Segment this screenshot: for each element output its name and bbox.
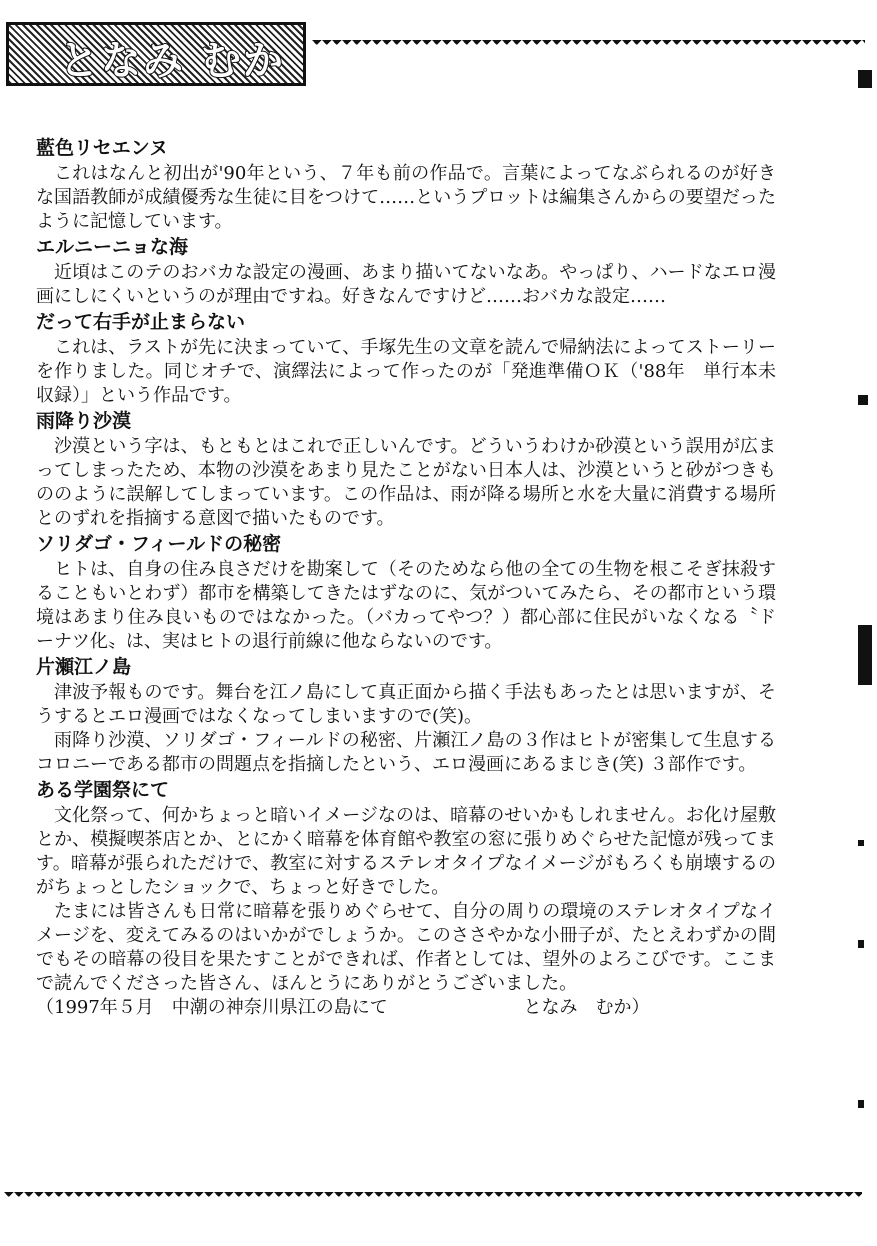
- section-migite: [36, 309, 776, 408]
- section-katase: [36, 654, 776, 777]
- bottom-zigzag-border: [4, 1192, 862, 1202]
- section-paragraph: 近頃はこのテのおバカな設定の漫画、あまり描いてないなあ。やっぱり、ハードなエロ漫画にしにくいというのが理由ですね。好きなんですけど……おバカな設定……: [36, 262, 776, 307]
- edge-ink-mark: [858, 70, 872, 88]
- section-heading: だって右手が止まらない: [36, 311, 246, 333]
- section-paragraph: ヒトは、自身の住み良さだけを勘案して（そのためなら他の全ての生物を根こそぎ抹殺することもいとわず）都市を構築してきたはずなのに、気がついてみたら、その都市という環境はあまり住み良いものではなかった。（バカってやつ？）都心部に住民がいなくなる〝ドーナツ化〟は、実はヒトの退行前線に他ならないのです。: [36, 559, 776, 652]
- edge-ink-mark: [858, 940, 864, 948]
- edge-ink-mark: [858, 395, 868, 405]
- section-gakuensai: [36, 777, 776, 996]
- section-el-nino: [36, 234, 776, 309]
- section-paragraph: たまには皆さんも日常に暗幕を張りめぐらせて、自分の周りの環境のステレオタイプなイメージを、変えてみるのはいかがでしょうか。このささやかな小冊子が、たとえわずかの間でもその暗幕の役目を果たすことができれば、作者としては、望外のよろこびです。ここまで読んでくださった皆さん、ほんとうにありがとうございました。: [36, 901, 776, 994]
- section-solidago: [36, 531, 776, 654]
- author-signature: となみ むか）: [523, 997, 650, 1018]
- section-heading: エルニーニョな海: [36, 236, 189, 258]
- section-paragraph: これはなんと初出が'90年という、７年も前の作品で。言葉によってなぶられるのが好きな国語教師が成績優秀な生徒に目をつけて……というプロットは編集さんからの要望だったように記憶しています。: [36, 163, 776, 232]
- section-amefuri: [36, 408, 776, 531]
- adjacent-page-edge: [846, 60, 877, 1190]
- section-paragraph: 文化祭って、何かちょっと暗いイメージなのは、暗幕のせいかもしれません。お化け屋敷とか、模擬喫茶店とか、とにかく暗幕を体育館や教室の窓に張りめぐらせた記憶が残ってます。暗幕が張られただけで、教室に対するステレオタイプなイメージがもろくも崩壊するのがちょっとしたショックで、ちょっと好きでした。: [36, 805, 776, 898]
- page-title: となみ むか: [59, 38, 285, 84]
- section-paragraph: 沙漠という字は、もともとはこれで正しいんです。どういうわけか砂漠という誤用が広まってしまったため、本物の沙漠をあまり見たことがない日本人は、沙漠というと砂がつきもののように誤解してしまっています。この作品は、雨が降る場所と水を大量に消費する場所とのずれを指摘する意図で描いたものです。: [36, 436, 776, 529]
- afterword-content: [36, 135, 776, 1020]
- section-heading: ある学園祭にて: [36, 779, 170, 801]
- section-heading: 藍色リセエンヌ: [36, 137, 169, 159]
- section-paragraph: 雨降り沙漠、ソリダゴ・フィールドの秘密、片瀬江ノ島の３作はヒトが密集して生息するコロニーである都市の問題点を指摘したという、エロ漫画にあるまじき(笑) ３部作です。: [36, 730, 776, 775]
- edge-ink-mark: [858, 840, 864, 846]
- closing-line: [36, 996, 776, 1020]
- edge-ink-mark: [858, 625, 872, 685]
- top-zigzag-border: [312, 40, 865, 50]
- section-heading: 片瀬江ノ島: [36, 656, 132, 678]
- title-banner: [6, 22, 306, 86]
- edge-ink-mark: [858, 1100, 864, 1108]
- section-paragraph: 津波予報ものです。舞台を江ノ島にして真正面から描く手法もあったとは思いますが、そうするとエロ漫画ではなくなってしまいますので(笑)。: [36, 682, 776, 727]
- section-heading: ソリダゴ・フィールドの秘密: [36, 533, 282, 555]
- closing-dateline: （1997年５月 中潮の神奈川県江の島にて: [36, 997, 388, 1018]
- section-airo: [36, 135, 776, 234]
- section-paragraph: これは、ラストが先に決まっていて、手塚先生の文章を読んで帰納法によってストーリーを作りました。同じオチで、演繹法によって作ったのが「発進準備ＯＫ（'88年 単行本未収録）」という作品です。: [36, 337, 776, 406]
- section-heading: 雨降り沙漠: [36, 410, 132, 432]
